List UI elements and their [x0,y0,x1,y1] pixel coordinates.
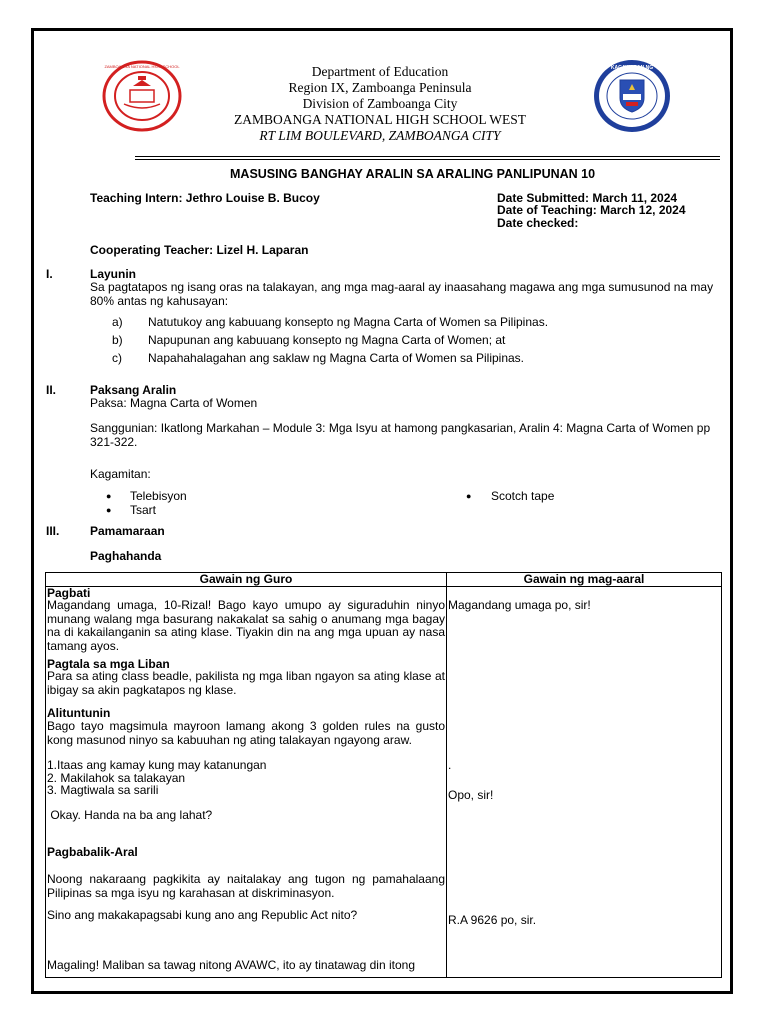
okay-reply: Opo, sir! [448,788,494,802]
section-2-heading: Paksang Aralin [90,383,177,397]
balik-aral-heading: Pagbabalik-Aral [47,845,138,859]
objective-letter: a) [112,315,123,329]
pagbati-text: Magandang umaga, 10-Rizal! Bago kayo umupo ay siguraduhin ninyo munang walang mga basurang nakakalat sa sahig o anumang mga bagay na di kakailanganin sa ating klase. Tiyakin din na ang mga upuan ay nasa tamang ayos. [47,598,445,653]
paghahanda-heading: Paghahanda [90,549,162,563]
svg-text:KAGAWARAN NG: KAGAWARAN NG [610,65,654,71]
date-of-teaching: Date of Teaching: March 12, 2024 [497,203,686,217]
objective-text: Napahahalagahan ang saklaw ng Magna Carta of Women sa Pilipinas. [148,351,525,365]
liban-heading: Pagtala sa mga Liban [47,657,170,671]
teacher-activity-cell [46,587,447,978]
column-header-student: Gawain ng mag-aaral [447,573,722,587]
objective-letter: b) [112,333,123,347]
bullet-icon: ● [466,491,472,501]
rule-item: 1.Itaas ang kamay kung may katanungan [47,758,267,772]
svg-text:ZAMBOANGA NATIONAL HIGH SCHOOL: ZAMBOANGA NATIONAL HIGH SCHOOL [104,64,180,69]
question-text: Sino ang makakapagsabi kung ano ang Republic Act nito? [47,908,358,922]
header-address: RT LIM BOULEVARD, ZAMBOANGA CITY [259,128,501,143]
teaching-intern: Teaching Intern: Jethro Louise B. Bucoy [90,191,320,205]
liban-text: Para sa ating class beadle, pakilista ng mga liban ngayon sa ating klase at ibigay sa akin pagkatapos ng klase. [47,669,445,697]
section-1-number: I. [46,267,53,281]
deped-seal-logo [592,58,672,134]
paksa: Paksa: Magna Carta of Women [90,396,258,410]
bullet-icon: ● [106,491,112,501]
header-school: ZAMBOANGA NATIONAL HIGH SCHOOL WEST [234,112,526,127]
header-divider [135,156,720,157]
pagbati-heading: Pagbati [47,586,91,600]
column-header-teacher: Gawain ng Guro [46,573,447,587]
pagbati-reply: Magandang umaga po, sir! [448,598,591,612]
section-1-heading: Layunin [90,267,137,281]
objective-letter: c) [112,351,122,365]
alituntunin-text: Bago tayo magsimula mayroon lamang akong 3 golden rules na gusto kong masunod ninyo sa kabuuhan ng ating talakayan ngayong araw. [47,719,445,747]
rule-item: 3. Magtiwala sa sarili [47,783,159,797]
cooperating-teacher: Cooperating Teacher: Lizel H. Laparan [90,243,309,257]
material-item: Tsart [130,503,157,517]
material-item: Scotch tape [491,489,555,503]
page-title: MASUSING BANGHAY ARALIN SA ARALING PANLIPUNAN 10 [230,167,596,181]
lesson-activity-table [45,572,722,978]
header-divider-2 [135,159,720,160]
header-department: Department of Education [311,64,449,79]
bullet-icon: ● [106,505,112,515]
student-activity-cell [447,587,722,978]
okay-text: Okay. Handa na ba ang lahat? [47,808,213,822]
section-1-intro: Sa pagtatapos ng isang oras na talakayan, ang mga mag-aaral ay inaasahang magawa ang mga sumusunod na may 80% antas ng kahusayan: [90,280,714,308]
section-3-number: III. [46,524,60,538]
section-2-number: II. [46,383,57,397]
rule-item: 2. Makilahok sa talakayan [47,771,186,785]
objective-text: Natutukoy ang kabuuang konsepto ng Magna Carta of Women sa Pilipinas. [148,315,549,329]
kagamitan-label: Kagamitan: [90,467,151,481]
balik-aral-text: Noong nakaraang pagkikita ay naitalakay ang tugon ng pamahalaang Pilipinas sa mga isyu ng karahasan at diskriminasyon. [47,872,445,900]
objective-text: Napupunan ang kabuuang konsepto ng Magna Carta of Women; at [148,333,506,347]
header-division: Division of Zamboanga City [302,96,458,111]
answer-text: R.A 9626 po, sir. [448,913,537,927]
date-checked: Date checked: [497,216,579,230]
alituntunin-heading: Alituntunin [47,706,111,720]
date-submitted: Date Submitted: March 11, 2024 [497,191,678,205]
section-3-heading: Pamamaraan [90,524,165,538]
material-item: Telebisyon [130,489,187,503]
dot-mark: . [448,758,452,772]
last-line-text: Magaling! Maliban sa tawag nitong AVAWC, ito ay tinatawag din itong [47,958,415,972]
sanggunian: Sanggunian: Ikatlong Markahan – Module 3: Mga Isyu at hamong pangkasarian, Aralin 4: Magna Carta of Women pp 321-322. [90,421,711,449]
header-region: Region IX, Zamboanga Peninsula [288,80,472,95]
